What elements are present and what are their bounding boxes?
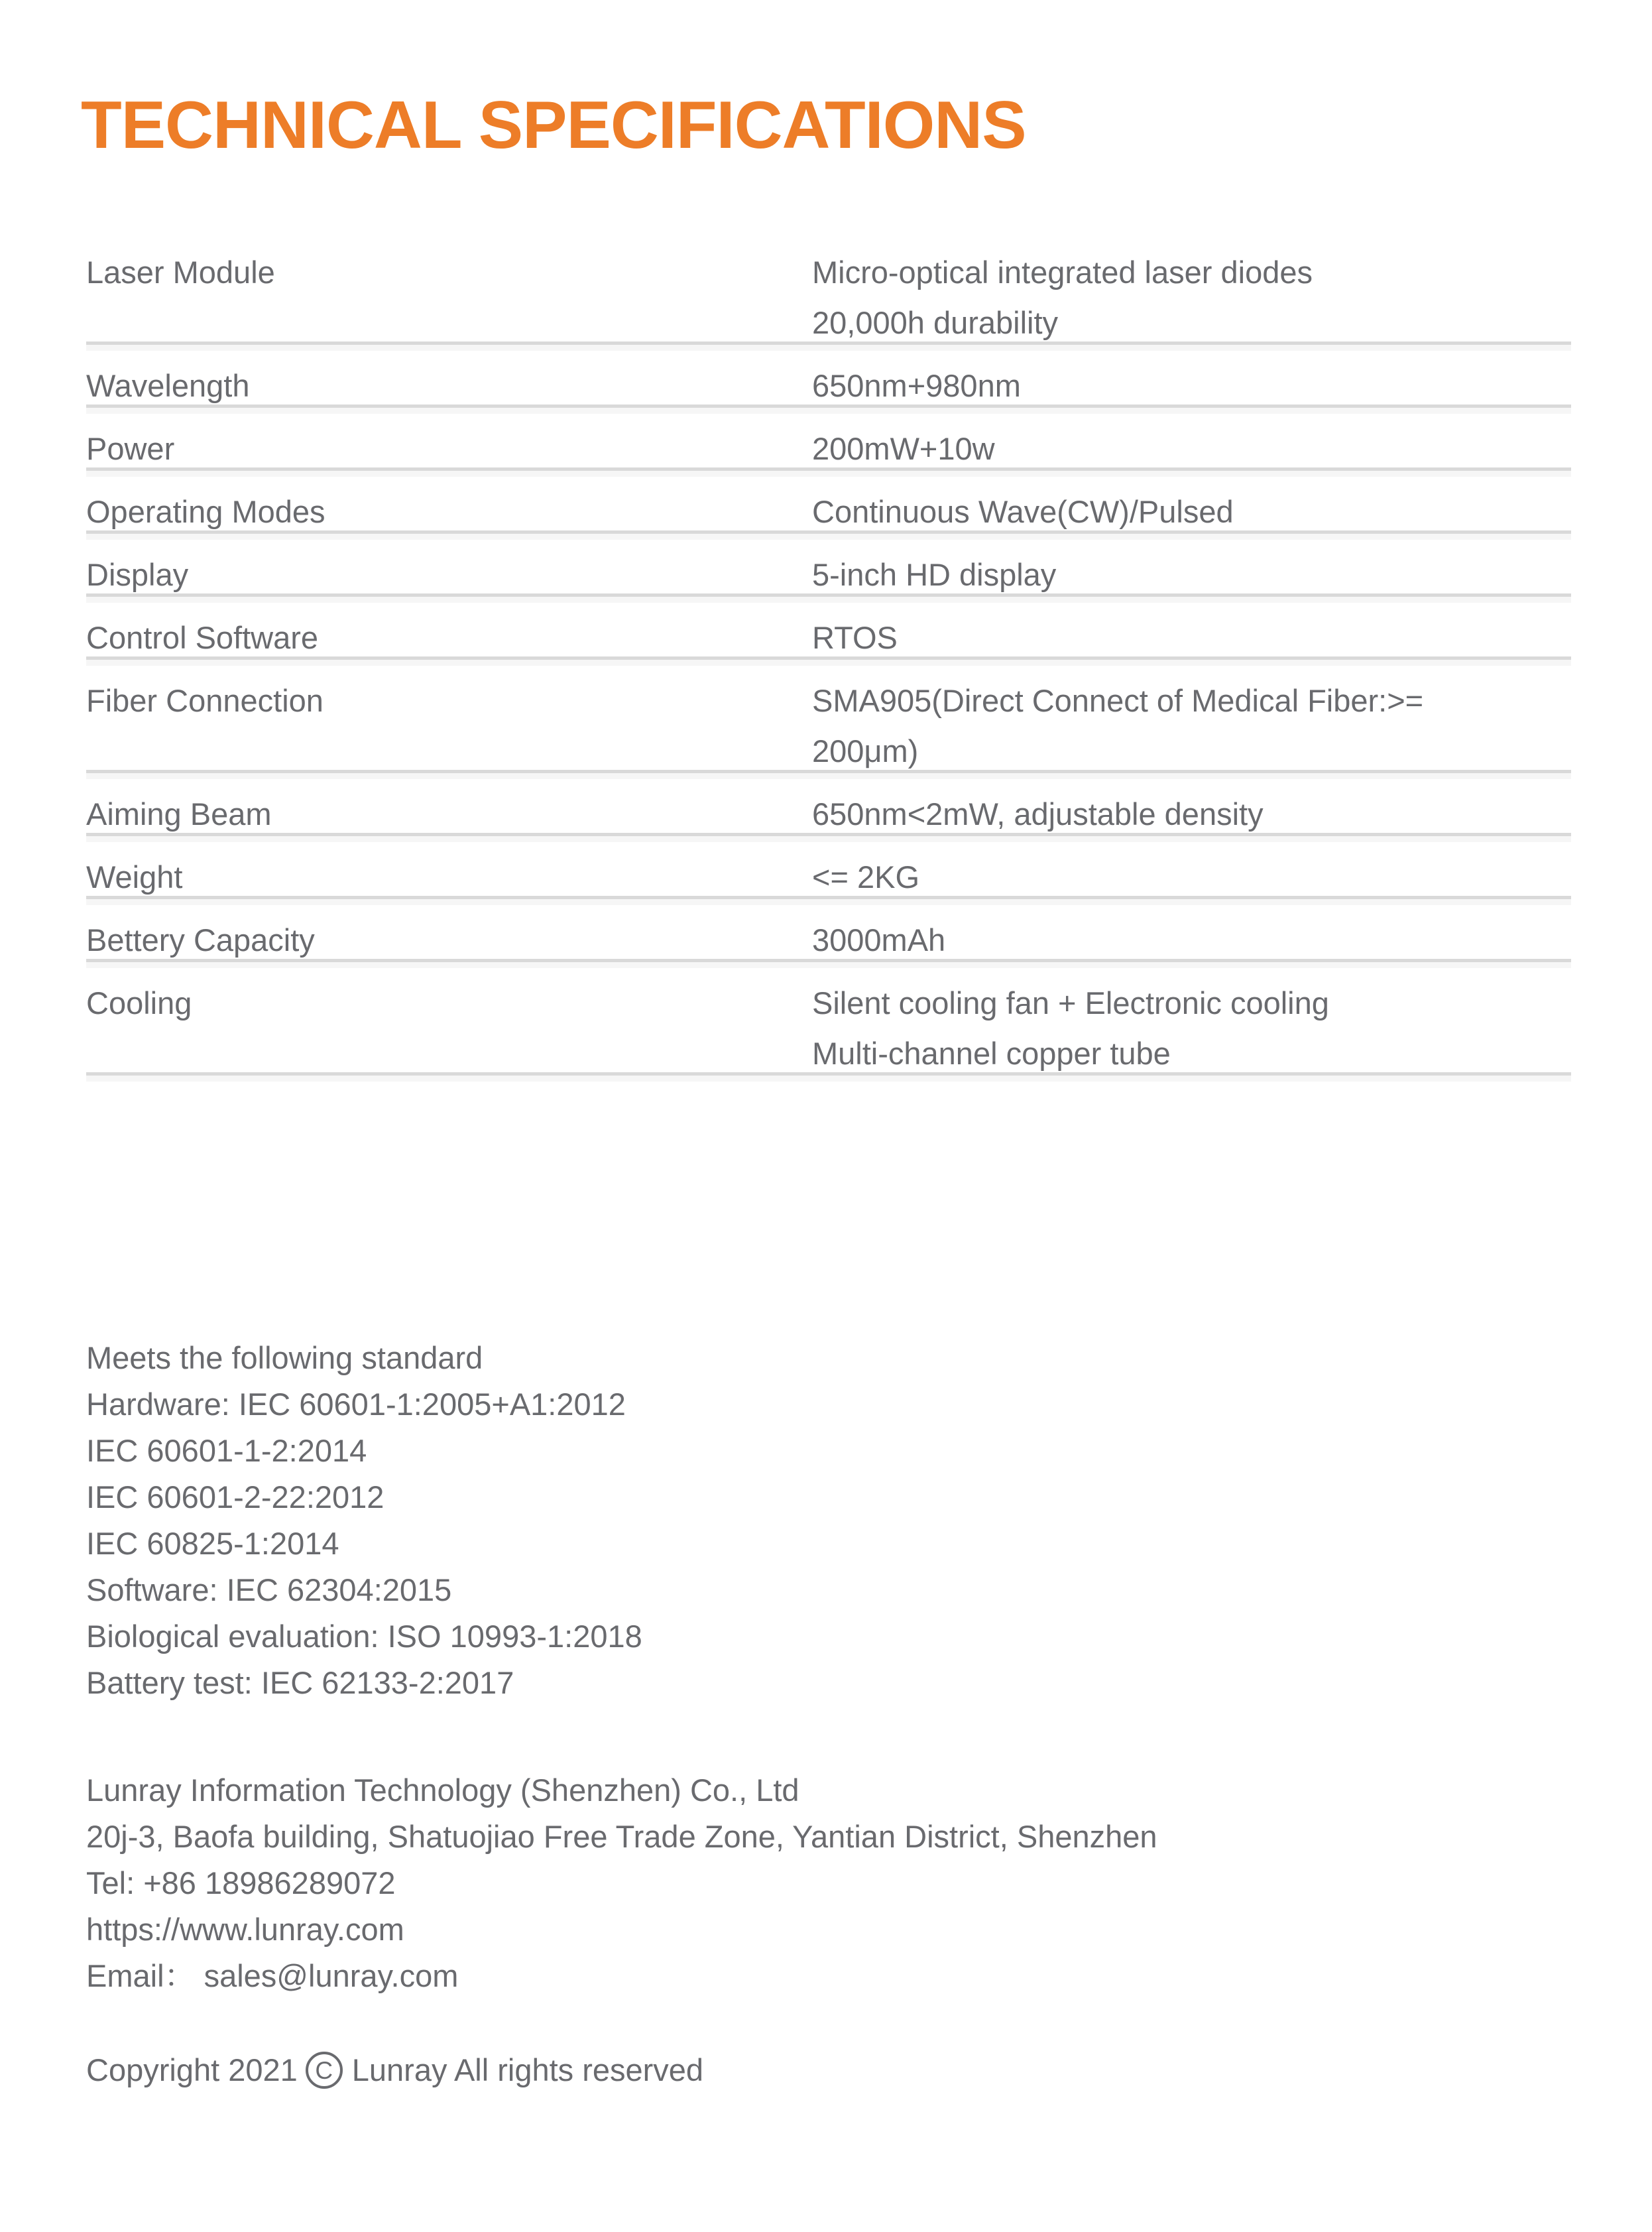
spec-value-line: SMA905(Direct Connect of Medical Fiber:>= xyxy=(812,683,1424,718)
table-row xyxy=(86,899,1571,962)
table-row xyxy=(86,660,1571,773)
spec-value-line: 20,000h durability xyxy=(812,305,1059,340)
spec-value-line: 200mW+10w xyxy=(812,431,995,466)
company-name: Lunray Information Technology (Shenzhen) Co., Ltd xyxy=(86,1772,799,1808)
spec-value xyxy=(812,797,1571,832)
company-phone: Tel: +86 18986289072 xyxy=(86,1865,396,1900)
standards-line: Software: IEC 62304:2015 xyxy=(86,1572,452,1607)
spec-value xyxy=(812,860,1571,895)
copyright-suffix: Lunray All rights reserved xyxy=(351,2052,704,2087)
spec-value-line: 650nm<2mW, adjustable density xyxy=(812,796,1264,832)
standards-line: Biological evaluation: ISO 10993-1:2018 xyxy=(86,1619,642,1654)
standards-line: IEC 60601-1-2:2014 xyxy=(86,1433,367,1468)
spec-value xyxy=(812,369,1571,403)
standards-line: IEC 60601-2-22:2012 xyxy=(86,1479,384,1515)
spec-value-line: Silent cooling fan + Electronic cooling xyxy=(812,985,1329,1021)
table-row xyxy=(86,597,1571,660)
spec-label: Fiber Connection xyxy=(86,683,324,718)
copyright-prefix: Copyright 2021 xyxy=(86,2052,298,2087)
company-email: Email： sales@lunray.com xyxy=(86,1958,459,1993)
table-row xyxy=(86,345,1571,408)
spec-label: Wavelength xyxy=(86,368,250,403)
spec-label: Weight xyxy=(86,859,183,895)
table-row xyxy=(86,408,1571,471)
standards-block xyxy=(86,1335,642,1706)
standards-line: Battery test: IEC 62133-2:2017 xyxy=(86,1665,514,1700)
spec-value xyxy=(812,558,1571,592)
spec-value-line: Micro-optical integrated laser diodes xyxy=(812,255,1313,290)
company-block xyxy=(86,1767,1157,1999)
spec-value-line: Multi-channel copper tube xyxy=(812,1036,1171,1071)
spec-value-line: <= 2KG xyxy=(812,859,919,895)
spec-value-line: 5-inch HD display xyxy=(812,557,1057,592)
company-address: 20j-3, Baofa building, Shatuojiao Free Trade Zone, Yantian District, Shenzhen xyxy=(86,1819,1157,1854)
table-row xyxy=(86,471,1571,534)
table-row xyxy=(86,962,1571,1076)
copyright-symbol: C xyxy=(315,2056,333,2084)
spec-value-line: RTOS xyxy=(812,620,898,655)
spec-table xyxy=(86,231,1571,1076)
table-row xyxy=(86,773,1571,836)
spec-value-line: 3000mAh xyxy=(812,922,946,958)
standards-heading: Meets the following standard xyxy=(86,1340,483,1375)
table-row xyxy=(86,231,1571,345)
copyright-icon xyxy=(306,2052,343,2089)
spec-label: Display xyxy=(86,557,189,592)
table-row xyxy=(86,836,1571,899)
spec-value-line: 650nm+980nm xyxy=(812,368,1021,403)
standards-line: IEC 60825-1:2014 xyxy=(86,1526,339,1561)
spec-value xyxy=(812,255,1571,340)
spec-value-line: 200μm) xyxy=(812,733,919,769)
page-title: TECHNICAL SPECIFICATIONS xyxy=(81,88,1026,162)
standards-line: Hardware: IEC 60601-1:2005+A1:2012 xyxy=(86,1387,626,1422)
spec-label: Cooling xyxy=(86,985,192,1021)
spec-label: Power xyxy=(86,431,175,466)
spec-label: Aiming Beam xyxy=(86,796,272,832)
spec-label: Laser Module xyxy=(86,255,275,290)
copyright xyxy=(86,2047,703,2093)
spec-label: Control Software xyxy=(86,620,319,655)
spec-value xyxy=(812,495,1571,529)
company-website: https://www.lunray.com xyxy=(86,1912,404,1947)
spec-label: Bettery Capacity xyxy=(86,922,315,958)
spec-value xyxy=(812,432,1571,466)
spec-value-line: Continuous Wave(CW)/Pulsed xyxy=(812,494,1234,529)
spec-label: Operating Modes xyxy=(86,494,325,529)
spec-value xyxy=(812,621,1571,655)
spec-value xyxy=(812,684,1571,769)
table-row xyxy=(86,534,1571,597)
spec-value xyxy=(812,923,1571,958)
spec-value xyxy=(812,986,1571,1071)
